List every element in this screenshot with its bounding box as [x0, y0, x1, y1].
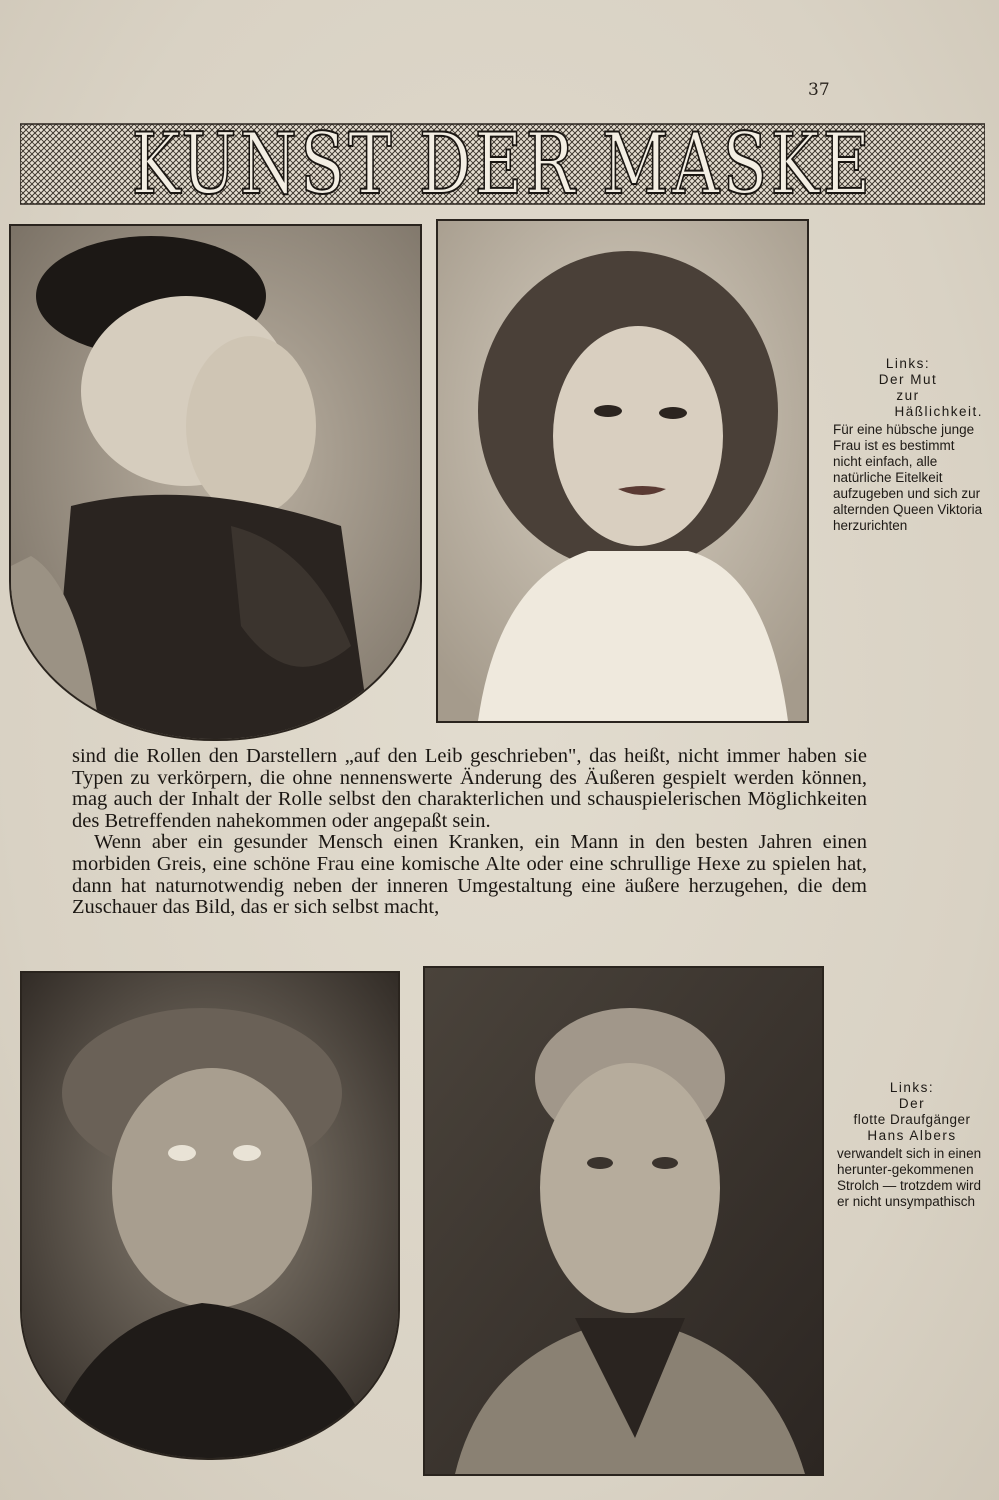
caption-top-line-4: Häßlichkeit. [894, 404, 983, 419]
caption-top-body: Für eine hübsche junge Frau ist es bestimmt nicht einfach, alle natürliche Eitelkeit aufzugeben und sich zur alternden Queen Viktoria herzurichten [833, 422, 983, 533]
caption-bottom-body: verwandelt sich in einen herunter-gekommenen Strolch — trotzdem wird er nicht unsympathisch [837, 1146, 982, 1209]
caption-top-line-1: Links: [885, 356, 931, 371]
aged-actress-portrait [9, 224, 422, 741]
article-paragraph-1: sind die Rollen den Darstellern „auf den Leib geschrieben", das heißt, nicht immer haben sie Typen zu verkörpern, die ohne nennenswerte Änderung des Äußeren gespielt werden können, mag auch der Inhalt der Rolle selbst den charakterlichen und schauspielerischen Möglichkeiten des Betreffenden nahekommen oder angepaßt sein. [72, 745, 867, 832]
hans-albers-portrait [423, 966, 824, 1476]
caption-top [833, 356, 983, 534]
page-number: 37 [808, 80, 830, 100]
caption-bottom-line-4: Hans Albers [867, 1128, 957, 1143]
page-title: KUNST DER MASKE [131, 115, 874, 213]
caption-bottom [837, 1080, 987, 1210]
article-paragraph-2: Wenn aber ein gesunder Mensch einen Kranken, ein Mann in den besten Jahren einen morbiden Greis, eine schöne Frau eine komische Alte oder eine schrullige Hexe zu spielen hat, dann hat naturnotwendig neben der inneren Umgestaltung eine äußere herzugehen, die dem Zuschauer das Bild, das er sich selbst macht, [72, 831, 867, 919]
disheveled-man-portrait [20, 971, 400, 1460]
caption-top-line-2: Der Mut [878, 372, 938, 387]
young-actress-portrait [436, 219, 809, 723]
caption-bottom-line-1: Links: [889, 1080, 935, 1095]
article-body [72, 746, 867, 919]
caption-bottom-line-3: flotte Draufgänger [853, 1112, 971, 1127]
title-banner [20, 115, 985, 213]
caption-top-line-3: zur [896, 388, 920, 403]
caption-bottom-line-2: Der [898, 1096, 926, 1111]
